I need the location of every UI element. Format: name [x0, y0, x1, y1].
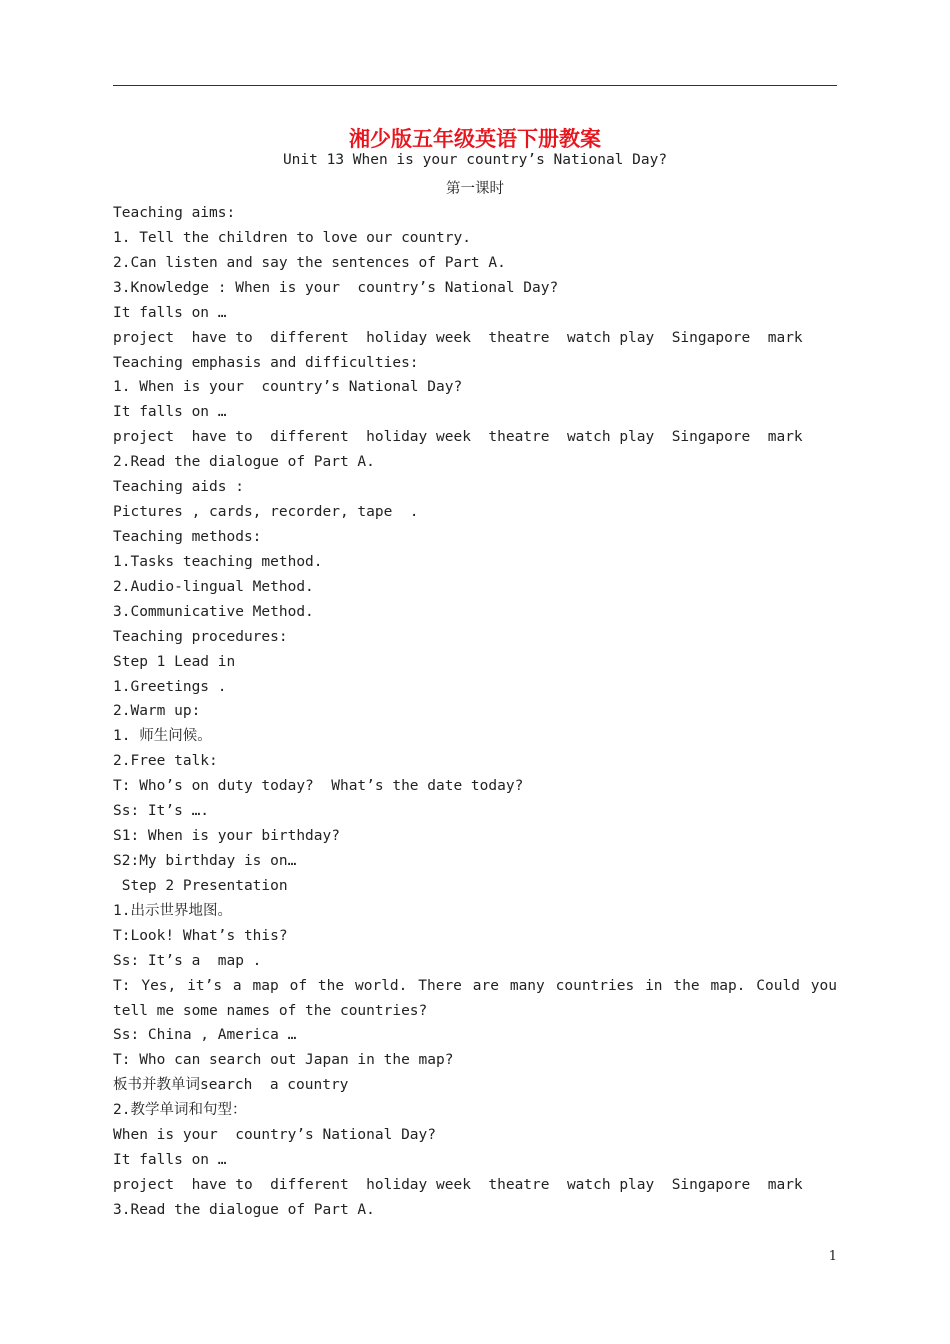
page-number: 1 [828, 1249, 837, 1264]
text-line: T: Who’s on duty today? What’s the date today? [113, 778, 524, 795]
text-line: 板书并教单词search a country [113, 1077, 349, 1094]
text-line: 1. 师生问候。 [113, 728, 212, 745]
lesson-plan-body [113, 201, 837, 1223]
text-line: Step 1 Lead in [113, 653, 236, 670]
text-line: 2.Read the dialogue of Part A. [113, 454, 375, 471]
text-line: Teaching methods: [113, 528, 262, 545]
text-line: 1.Tasks teaching method. [113, 553, 323, 570]
text-line: It falls on … [113, 304, 227, 321]
vocabulary-line: project have to different holiday week theatre watch play Singapore mark [113, 1176, 803, 1193]
text-paragraph: T: Yes, it’s a map of the world. There are many countries in the map. Could you tell me some names of the countries? [113, 977, 837, 1019]
text-line: 2.Can listen and say the sentences of Part A. [113, 254, 506, 271]
text-line: S2:My birthday is on… [113, 852, 297, 869]
text-line: Pictures , cards, recorder, tape . [113, 504, 419, 521]
vocabulary-line: project have to different holiday week theatre watch play Singapore mark [113, 329, 803, 346]
text-line: Teaching aims: [113, 205, 236, 221]
document-title: 湘少版五年级英语下册教案 [349, 126, 601, 151]
text-line: Teaching aids : [113, 479, 244, 496]
text-line: 2.教学单词和句型： [113, 1102, 247, 1119]
text-line: 3.Knowledge : When is your country’s National Day? [113, 279, 559, 296]
text-line: 1. When is your country’s National Day? [113, 379, 463, 396]
header-rule [113, 85, 837, 86]
text-line: Teaching emphasis and difficulties: [113, 354, 419, 371]
text-line: When is your country’s National Day? [113, 1127, 437, 1144]
lesson-label: 第一课时 [446, 181, 504, 197]
text-line: Ss: It’s …. [113, 803, 210, 820]
text-line: It falls on … [113, 1152, 227, 1169]
text-line: 1.Greetings . [113, 678, 227, 695]
text-line: 2.Warm up: [113, 703, 201, 720]
text-line: 2.Audio-lingual Method. [113, 578, 314, 595]
text-line: T: Who can search out Japan in the map? [113, 1052, 454, 1069]
text-line: 1.出示世界地图。 [113, 902, 232, 919]
text-line: T:Look! What’s this? [113, 927, 288, 944]
text-line: 3.Read the dialogue of Part A. [113, 1201, 375, 1218]
text-line: It falls on … [113, 404, 227, 421]
unit-subtitle: Unit 13 When is your country’s National Day? [282, 152, 668, 168]
text-line: 1. Tell the children to love our country. [113, 229, 471, 246]
text-line: Ss: It’s a map . [113, 952, 262, 969]
text-line: Teaching procedures: [113, 628, 288, 645]
text-line: Step 2 Presentation [113, 877, 288, 894]
vocabulary-line: project have to different holiday week theatre watch play Singapore mark [113, 429, 803, 446]
text-line: S1: When is your birthday? [113, 828, 340, 845]
text-line: 3.Communicative Method. [113, 603, 314, 620]
text-line: Ss: China , America … [113, 1027, 297, 1044]
text-line: 2.Free talk: [113, 753, 218, 770]
